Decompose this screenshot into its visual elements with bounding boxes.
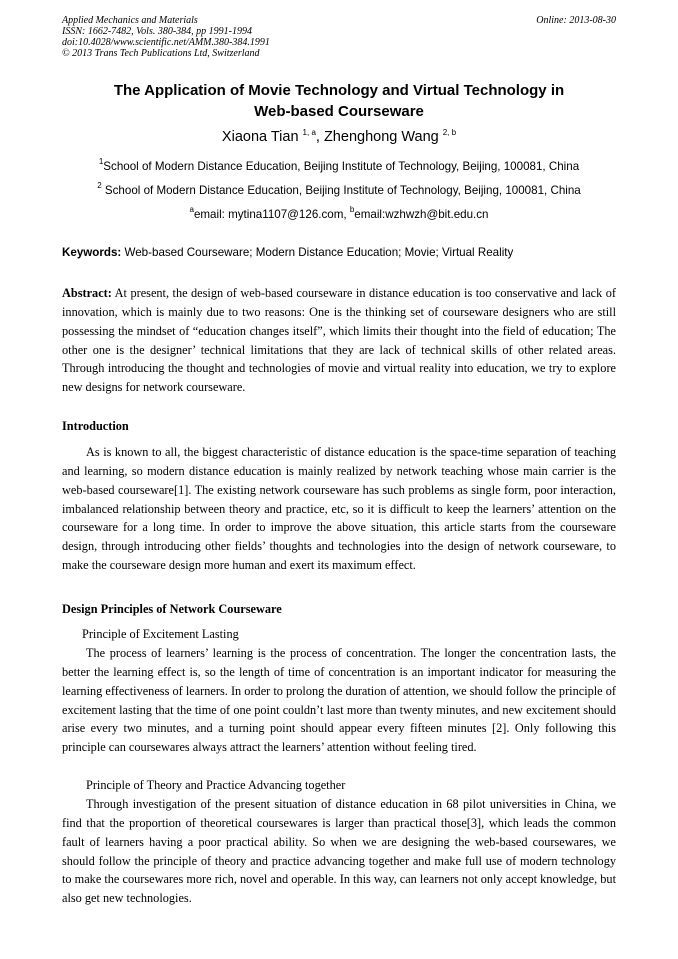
affiliation-1-text: School of Modern Distance Education, Beijing Institute of Technology, Beijing, 100081, China: [103, 160, 580, 173]
author-list: [62, 127, 616, 147]
section-heading-design-principles: Design Principles of Network Courseware: [62, 602, 282, 616]
section-heading-introduction: Introduction: [62, 419, 129, 433]
abstract: [62, 284, 616, 397]
author-2-affiliation-mark: 2, b: [442, 128, 457, 137]
email-a[interactable]: email: mytina1107@126.com,: [193, 208, 350, 221]
email-b[interactable]: email:wzhwzh@bit.edu.cn: [354, 208, 489, 221]
affiliation-2: [62, 183, 616, 199]
excitement-lasting-paragraph: The process of learners’ learning is the process of concentration. The longer the concentration lasts, the better the learning effect is, so the length of time of concentration is an important indicator for measuring the learning effectiveness of learners. In order to prolong the duration of attention, we should follow the principle of excitement lasting that the time of one point couldn’t last more than twenty minutes, and new excitement should arise every two minutes, and a turning point should appear every fifteen minutes [2]. Only following this principle can coursewares always attract the learners’ attention without feeling tired.: [62, 646, 616, 755]
keywords: [62, 245, 616, 261]
journal-name: Applied Mechanics and Materials: [62, 15, 198, 26]
keywords-text: Web-based Courseware; Modern Distance Education; Movie; Virtual Reality: [121, 246, 514, 259]
issn-line: ISSN: 1662-7482, Vols. 380-384, pp 1991-1994: [62, 26, 252, 37]
author-1-name: Xiaona Tian: [221, 129, 299, 145]
online-date: Online: 2013-08-30: [536, 15, 616, 26]
paper-title: [62, 80, 616, 122]
paper-title-line-2: Web-based Courseware: [254, 103, 424, 120]
author-1-affiliation-mark: 1, a: [302, 128, 316, 137]
subsection-title-excitement-lasting: Principle of Excitement Lasting: [82, 627, 239, 641]
author-separator: ,: [315, 129, 324, 145]
email-b-mark: b: [349, 205, 355, 214]
doi-line[interactable]: doi:10.4028/www.scientific.net/AMM.380-384.1991: [62, 37, 270, 48]
copyright-line: © 2013 Trans Tech Publications Ltd, Switzerland: [62, 48, 260, 59]
email-a-mark: a: [189, 205, 194, 214]
affiliation-2-text: School of Modern Distance Education, Beijing Institute of Technology, Beijing, 100081, China: [101, 184, 581, 197]
abstract-label: Abstract:: [62, 286, 112, 300]
journal-header: [62, 15, 616, 59]
affiliation-2-mark: 2: [97, 181, 102, 190]
email-line: [62, 207, 616, 223]
author-2-name: Zhenghong Wang: [323, 129, 439, 145]
paper-title-line-1: The Application of Movie Technology and Virtual Technology in: [113, 82, 565, 99]
introduction-paragraph: As is known to all, the biggest characteristic of distance education is the space-time separation of teaching and learning, so modern distance education is mainly realized by network teaching whose main carrier is the web-based courseware[1]. The existing network courseware has such problems as single form, poor interaction, imbalanced relationship between theory and practice, etc, so it is difficult to keep the learners’ attention on the courseware for a long time. In order to improve the above situation, this article starts from the courseware design, through introducing other fields’ thoughts and technologies into the design of network courseware, to make the courseware design more human and exert its maximum effect.: [62, 445, 616, 573]
affiliation-1: [62, 159, 616, 175]
subsection-title-theory-practice: Principle of Theory and Practice Advancing together: [86, 778, 346, 792]
keywords-label: Keywords:: [62, 246, 122, 259]
theory-practice-paragraph: Through investigation of the present situation of distance education in 68 pilot universities in China, we find that the proportion of theoretical coursewares is larger than practical those[3], which leads the common fault of learners having a poor practical ability. So when we are designing the web-based coursewares, we should follow the principle of theory and practice advancing together and make full use of modern technology to make the coursewares more rich, novel and operable. In this way, can learners not only accept knowledge, but also get new technologies.: [62, 797, 616, 906]
affiliation-1-mark: 1: [98, 157, 104, 166]
abstract-text: At present, the design of web-based courseware in distance education is too conservative and lack of innovation, which is mainly due to two reasons: One is the thinking set of courseware designers who are still possessing the mindset of “education changes itself”, which limits their thought into the field of education; The other one is the designer’ technical limitations that they are lack of technical skills of other related areas. Through introducing the thought and technologies of movie and virtual reality into education, we try to explore new designs for network courseware.: [62, 286, 616, 395]
